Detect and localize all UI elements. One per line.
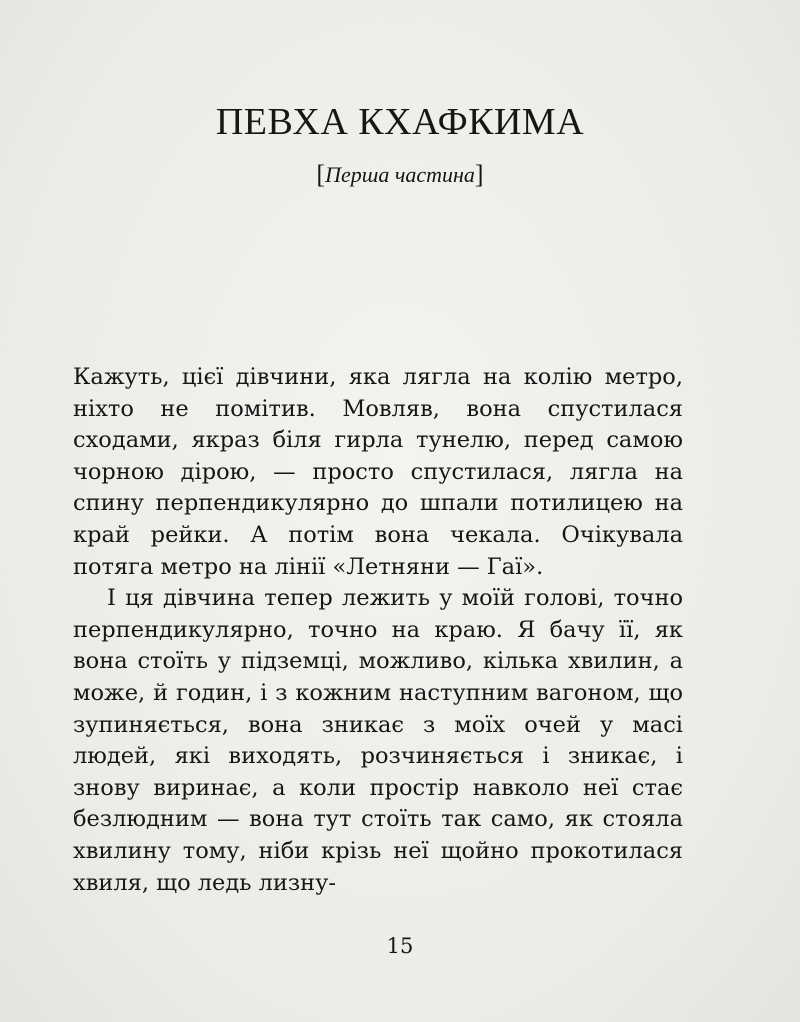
subtitle-text: Перша частина bbox=[325, 162, 475, 187]
page-number: 15 bbox=[386, 934, 414, 958]
paragraph-2: І ця дівчина тепер лежить у моїй голові, точно перпендикулярно, точно на краю. Я бачу її, як вона стоїть у підземці, можливо, кілька хвилин, а може, й годин, і з кожним наступним вагоном, що зупиняється, вона зникає з моїх очей у масі людей, які виходять, розчиняється і зникає, і знову виринає, а коли простір навколо неї стає безлюдним — вона тут стоїть так само, як стояла хвилину тому, ніби крізь неї щойно прокотилася хвиля, що ледь лизну- bbox=[73, 585, 683, 896]
subtitle-open-bracket: [ bbox=[316, 160, 326, 189]
body-text bbox=[73, 362, 683, 899]
paragraph-1: Кажуть, цієї дівчини, яка лягла на колію метро, ніхто не помітив. Мовляв, вона спустилася сходами, якраз біля гирла тунелю, перед самою чорною дірою, — просто спустилася, лягла на спину перпендикулярно до шпали потилицею на край рейки. А потім вона чекала. Очікувала потяга метро на лінії «Летняни — Гаї». bbox=[73, 364, 683, 580]
subtitle-close-bracket: ] bbox=[474, 160, 484, 189]
chapter-subtitle bbox=[0, 160, 800, 190]
chapter-title: ПЕВХА КХАФКИМА bbox=[215, 101, 585, 143]
